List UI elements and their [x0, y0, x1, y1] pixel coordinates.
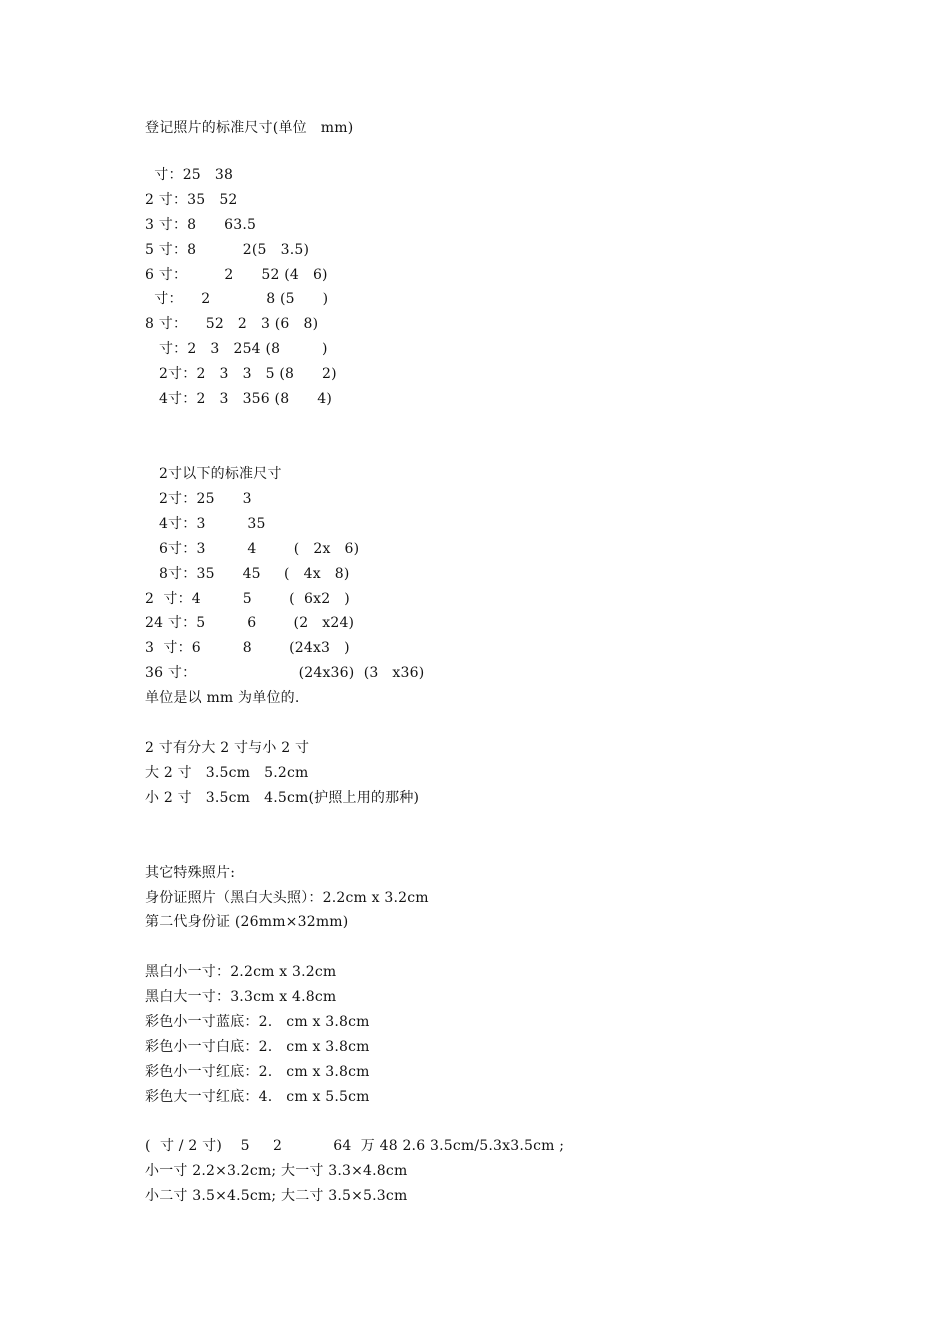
size-row: 彩色小一寸红底：2. cm x 3.8cm: [145, 1064, 370, 1080]
size-row: 寸： 2 8 (5 ): [145, 291, 329, 307]
unit-note: 单位是以 mm 为单位的.: [145, 690, 300, 706]
size-row: 2 寸：35 52: [145, 192, 238, 208]
section3-heading: 2 寸有分大 2 寸与小 2 寸: [145, 740, 310, 756]
size-row: 5 寸：8 2(5 3.5): [145, 242, 310, 258]
size-row: 彩色小一寸蓝底：2. cm x 3.8cm: [145, 1014, 370, 1030]
size-row: 黑白小一寸：2.2cm x 3.2cm: [145, 964, 337, 980]
size-row: 8寸：35 45 ( 4x 8): [145, 566, 350, 582]
size-row: 彩色大一寸红底：4. cm x 5.5cm: [145, 1089, 370, 1105]
size-row: 6寸：3 4 ( 2x 6): [145, 541, 360, 557]
size-row: 大 2 寸 3.5cm 5.2cm: [145, 765, 309, 781]
size-row: ( 寸 / 2 寸) 5 2 64 万 48 2.6 3.5cm/5.3x3.5cm ;: [145, 1138, 565, 1154]
section1-heading: 登记照片的标准尺寸(单位 mm): [145, 120, 354, 136]
size-row: 2 寸：4 5 ( 6x2 ): [145, 591, 350, 607]
size-row: 8 寸： 52 2 3 (6 8): [145, 316, 319, 332]
section4-heading: 其它特殊照片:: [145, 865, 236, 881]
size-row: 36 寸： (24x36) (3 x36): [145, 665, 425, 681]
size-row: 6 寸： 2 52 (4 6): [145, 267, 328, 283]
size-row: 身份证照片（黑白大头照）：2.2cm x 3.2cm: [145, 890, 429, 906]
size-row: 2寸：25 3: [145, 491, 252, 507]
size-row: 彩色小一寸白底：2. cm x 3.8cm: [145, 1039, 370, 1055]
size-row: 第二代身份证 (26mm×32mm): [145, 914, 349, 930]
size-row: 黑白大一寸：3.3cm x 4.8cm: [145, 989, 337, 1005]
size-row: 3 寸：6 8 (24x3 ): [145, 640, 350, 656]
size-row: 3 寸：8 63.5: [145, 217, 257, 233]
size-row: 小二寸 3.5×4.5cm; 大二寸 3.5×5.3cm: [145, 1188, 408, 1204]
size-row: 寸：2 3 254 (8 ): [145, 341, 328, 357]
size-row: 寸：25 38: [145, 167, 234, 183]
size-row: 4寸：2 3 356 (8 4): [145, 391, 332, 407]
size-row: 小一寸 2.2×3.2cm; 大一寸 3.3×4.8cm: [145, 1163, 408, 1179]
size-row: 2寸：2 3 3 5 (8 2): [145, 366, 337, 382]
section2-heading: 2寸以下的标准尺寸: [145, 466, 282, 482]
size-row: 小 2 寸 3.5cm 4.5cm(护照上用的那种): [145, 790, 420, 806]
size-row: 4寸：3 35: [145, 516, 266, 532]
size-row: 24 寸：5 6 (2 x24): [145, 615, 355, 631]
